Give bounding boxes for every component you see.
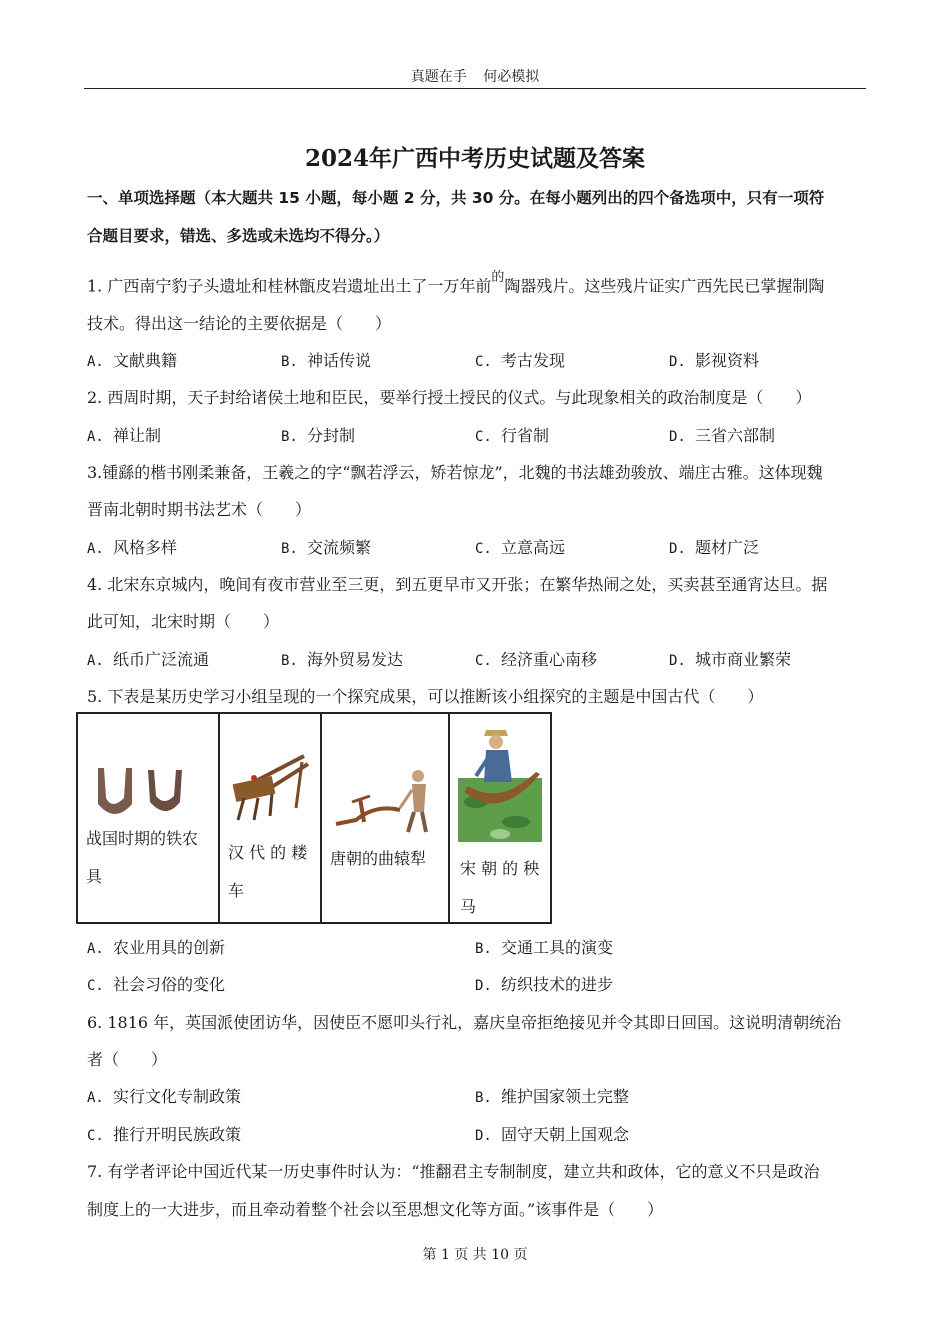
q2-option-b: B. 分封制 [281, 426, 356, 445]
question-4-line2: 此可知，北宋时期（ ） [87, 612, 280, 631]
question-1-text-a: 1. 广西南宁豹子头遗址和桂林甑皮岩遗址出土了一万年前 [87, 276, 492, 296]
q5-cell-rice-boat [449, 713, 551, 923]
q6-option-a: A. 实行文化专制政策 [87, 1087, 242, 1106]
question-3-line1: 3.锺繇的楷书刚柔兼备，王羲之的字“飘若浮云，矫若惊龙”，北魏的书法雄劲骏放、端庄古雅。这体现魏 [87, 463, 823, 482]
question-1-text-b: 陶器残片。这些残片证实广西先民已掌握制陶 [504, 276, 825, 296]
q5-table [76, 712, 552, 924]
page-footer: 第 1 页 共 10 页 [422, 1247, 528, 1263]
q4-option-a: A. 纸币广泛流通 [87, 650, 210, 669]
q6-option-d: D. 固守天朝上国观念 [475, 1125, 630, 1144]
document-title: 2024年广西中考历史试题及答案 [304, 145, 645, 172]
q5-option-a: A. 农业用具的创新 [87, 938, 226, 957]
q3-option-a: A. 风格多样 [87, 538, 178, 557]
q4-option-d: D. 城市商业繁荣 [669, 650, 792, 669]
q1-option-a: A. 文献典籍 [87, 351, 178, 370]
question-5-line1: 5. 下表是某历史学习小组呈现的一个探究成果，可以推断该小组探究的主题是中国古代（ ） [87, 687, 764, 706]
q5-cell-curved-plow [321, 713, 449, 923]
question-2-line1: 2. 西周时期，天子封给诸侯土地和臣民，要举行授土授民的仪式。与此现象相关的政治制度是（ ） [87, 388, 812, 407]
section-heading-line2: 合题目要求，错选、多选或未选均不得分。） [87, 227, 390, 245]
q5-caption-1: 战国时期的铁农 具 [86, 829, 199, 886]
rice-transplanting-boat-image [456, 722, 546, 842]
question-7-line1: 7. 有学者评论中国近代某一历史事件时认为：“推翻君主专制制度，建立共和政体，它的意义不只是政治 [87, 1162, 820, 1181]
q6-option-b: B. 维护国家领土完整 [475, 1087, 630, 1106]
header-right-text: 何必模拟 [483, 69, 540, 85]
question-1-line2: 技术。得出这一结论的主要依据是（ ） [87, 314, 392, 333]
q2-option-d: D. 三省六部制 [669, 426, 776, 445]
question-6-line2: 者（ ） [87, 1050, 168, 1069]
question-4-line1: 4. 北宋东京城内，晚间有夜市营业至三更，到五更早市又开张；在繁华热闹之处，买卖甚至通宵达旦。据 [87, 575, 828, 594]
section-heading-line1: 一、单项选择题（本大题共 15 小题，每小题 2 分，共 30 分。在每小题列出的四个备选项中，只有一项符 [87, 189, 825, 207]
header-divider [84, 88, 866, 89]
q5-cell-iron-tools [77, 713, 219, 923]
q5-option-c: C. 社会习俗的变化 [87, 975, 226, 994]
header-left-text: 真题在手 [410, 69, 467, 85]
q5-table-row [77, 713, 551, 923]
q5-caption-4: 宋 朝 的 秧 马 [460, 859, 540, 916]
q5-caption-3: 唐朝的曲辕犁 [330, 849, 427, 868]
curved-plow-image [326, 754, 446, 844]
q4-option-b: B. 海外贸易发达 [281, 650, 404, 669]
page-header [0, 66, 950, 86]
q3-option-d: D. 题材广泛 [669, 538, 760, 557]
question-7-line2: 制度上的一大进步，而且牵动着整个社会以至思想文化等方面。”该事件是（ ） [87, 1200, 664, 1219]
q3-option-b: B. 交流频繁 [281, 538, 372, 557]
q6-option-c: C. 推行开明民族政策 [87, 1125, 242, 1144]
q1-option-d: D. 影视资料 [669, 351, 760, 370]
q5-option-b: B. 交通工具的演变 [475, 938, 614, 957]
question-1-raised-char: 的 [491, 270, 505, 285]
q2-option-c: C. 行省制 [475, 426, 550, 445]
question-3-line2: 晋南北朝时期书法艺术（ ） [87, 500, 312, 519]
q4-option-c: C. 经济重心南移 [475, 650, 598, 669]
seed-drill-image [224, 742, 324, 832]
q5-option-d: D. 纺织技术的进步 [475, 975, 614, 994]
q2-option-a: A. 禅让制 [87, 426, 162, 445]
q5-caption-2: 汉 代 的 耧 车 [228, 843, 308, 900]
q1-option-b: B. 神话传说 [281, 351, 372, 370]
q1-option-c: C. 考古发现 [475, 351, 566, 370]
question-1-line1 [87, 270, 824, 296]
q3-option-c: C. 立意高远 [475, 538, 566, 557]
q5-cell-seed-drill [219, 713, 321, 923]
question-6-line1: 6. 1816 年，英国派使团访华，因使臣不愿叩头行礼，嘉庆皇帝拒绝接见并令其即日回国。这说明清朝统治 [87, 1013, 842, 1032]
